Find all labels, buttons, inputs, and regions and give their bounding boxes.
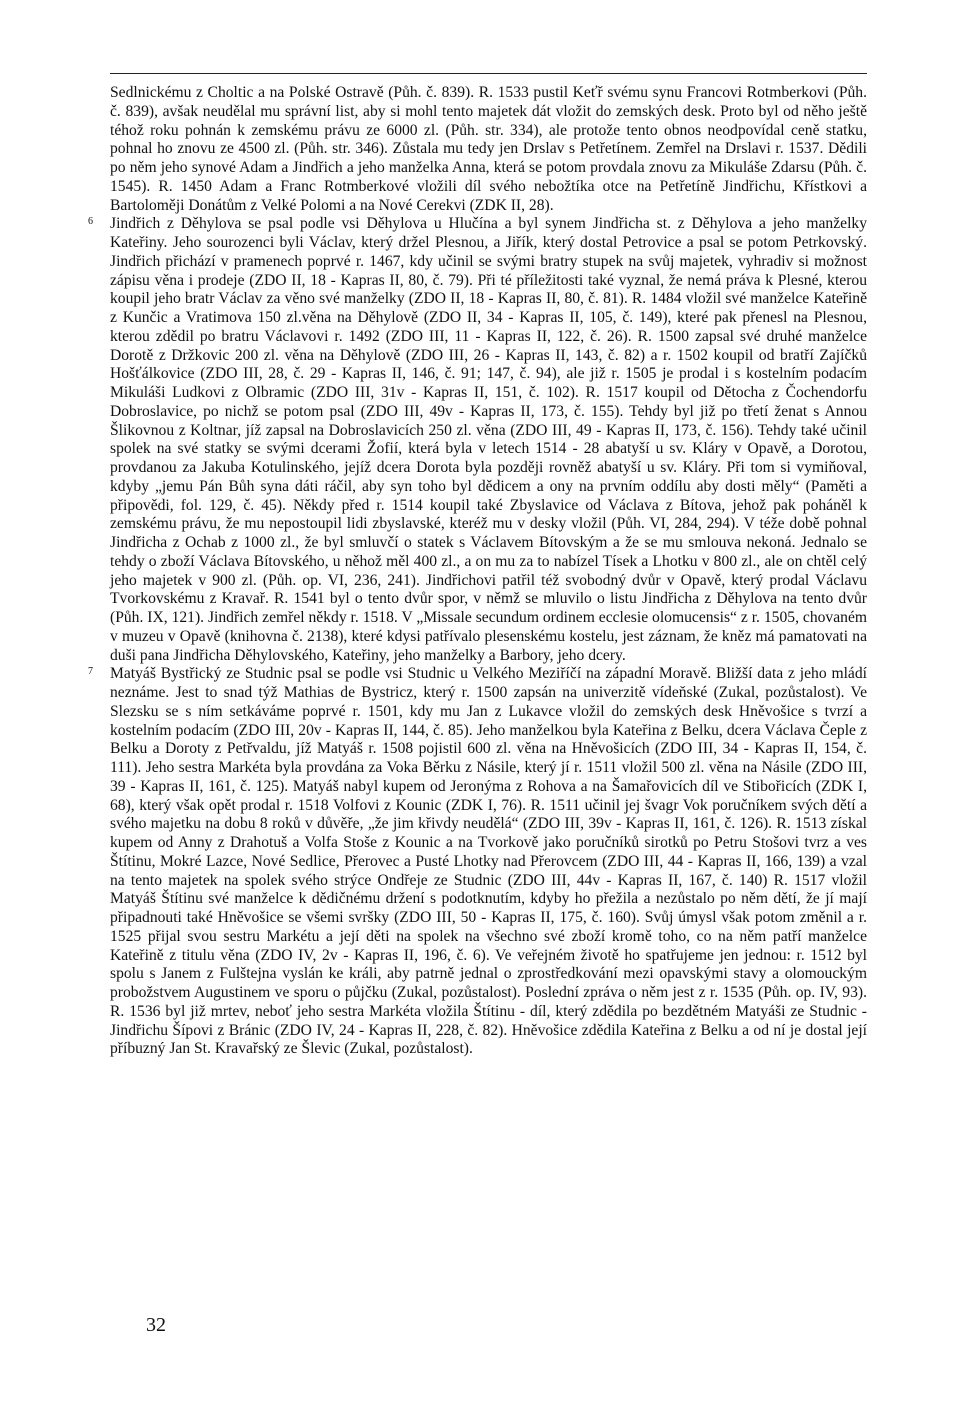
footnote-continued	[110, 84, 867, 215]
footnote-separator-rule	[110, 73, 867, 74]
footnotes-block	[88, 84, 867, 1059]
footnote-7	[88, 665, 867, 1059]
footnote-text: Sedlnickému z Choltic a na Polské Ostravě (Půh. č. 839). R. 1533 pustil Keťř svému synu Francovi Rotmberkovi (Půh. č. 839), avšak neudělal mu správní list, aby si mohl tento majetek dát vložit do zemských desk. Proto byl od něho ještě téhož roku pohnán k zemskému právu ze 6000 zl. (Půh. str. 334), ale protože tento obnos neodpovídal ceně statku, pohnal ho znovu ze 4500 zl. (Půh. str. 346). Zůstala mu tedy jen Drslav s Petřetínem. Zemřel na Drslavi r. 1537. Dědili po něm jeho synové Adam a Jindřich a jeho manželka Anna, která se potom provdala znovu za Mikuláše Zdarsu (Půh. č. 1545). R. 1450 Adam a Franc Rotmberkové vložili díl svého nebožtíka otce na Petřetíně Jindřichu, Křístkovi a Bartoloměji Donátům z Velké Polomi a na Nové Cerekvi (ZDK II, 28).	[110, 84, 867, 214]
footnote-marker: 7	[88, 666, 93, 678]
footnote-6	[88, 215, 867, 665]
footnote-marker: 6	[88, 216, 93, 228]
footnote-text: Jindřich z Děhylova se psal podle vsi Děhylova u Hlučína a byl synem Jindřicha st. z Děhylova a jeho manželky Kateřiny. Jeho sourozenci byli Václav, který držel Plesnou, a Jiřík, který dostal Petrovice a psal se potom Petrkovský. Jindřich přichází v pramenech poprvé r. 1467, kdy učinil se svými bratry stupek na svůj majetek, vyhradiv si možnost zápisu věna i prodeje (ZDO II, 18 - Kapras II, 80, č. 79). Při té příležitosti také vyznal, že nemá práva k Plesné, kterou koupil jeho bratr Václav za věno své manželky (ZDO II, 18 - Kapras II, 80, č. 81). R. 1484 vložil své manželce Kateřině z Kunčic a Vratimova 150 zl.věna na Děhylově (ZDO II, 34 - Kapras II, 105, č. 149), které pak přenesl na Plesnou, kterou zdědil po bratru Václavovi r. 1492 (ZDO III, 11 - Kapras II, 122, č. 26). R. 1500 zapsal své druhé manželce Dorotě z Držkovic 200 zl. věna na Děhylově (ZDO III, 26 - Kapras II, 143, č. 82) a r. 1502 koupil od bratří Zajíčků Hošťálkovice (ZDO III, 28, č. 29 - Kapras II, 146, č. 91; 147, č. 94), ale již r. 1505 je prodal i s kostelním podacím Mikuláši Ludkovi z Olbramic (ZDO III, 31v - Kapras II, 151, č. 102). R. 1517 koupil od Dětocha z Čochendorfu Dobroslavice, po nichž se potom psal (ZDO III, 49v - Kapras II, 173, č. 155). Tehdy byl již po třetí ženat s Annou Šlikovnou z Koltnar, jíž zapsal na Dobroslavicích 250 zl. věna (ZDO III, 49 - Kapras II, 173, č. 156). Tehdy také učinil spolek na své statky se svými dcerami Žofií, která byla v letech 1514 - 28 abatyší u sv. Kláry v Opavě, a Dorotou, provdanou za Jakuba Kotulinského, jejíž dcera Dorota byla později rovněž abatyší u sv. Kláry. Při tom si vymiňoval, kdyby „jemu Pán Bůh syna dáti ráčil, aby syn toho byl dědicem a ony na prvním oddílu aby dosti měly“ (Paměti a připovědi, fol. 129, č. 45). Někdy před r. 1514 koupil také Zbyslavice od Václava z Bítova, jehož pak poháněl k zemskému právu, že mu nepostoupil lidi zbyslavské, kteréž mu v desky vložil (Půh. VI, 284, 294). V téže době pohnal Jindřicha z Ochab z 1000 zl., že byl smluvčí o statek s Václavem Bítovským a že se mu smlouva nekoná. Jednalo se tehdy o zboží Václava Bítovského, u něhož měl 400 zl., a on mu za to nabízel Tísek a Lhotku v 800 zl., ale on chtěl celý jeho majetek v 900 zl. (Půh. op. VI, 236, 241). Jindřichovi patřil též svobodný dvůr v Opavě, který prodal Václavu Tvorkovskému z Kravař. R. 1541 byl o tento dvůr spor, v němž se mluvilo o listu Jindřicha z Děhylova na tento dvůr (Půh. IX, 121). Jindřich zemřel někdy r. 1518. V „Missale secundum ordinem ecclesie olomucensis“ z r. 1505, chovaném v muzeu v Opavě (knihovna č. 2138), které kdysi patřívalo plesenskému kostelu, jest záznam, že kněz má pamatovati na duši pana Jindřicha Děhylovského, Kateřiny, jeho manželky a Barbory, jeho dcery.	[110, 215, 867, 664]
footnote-text: Matyáš Bystřický ze Studnic psal se podle vsi Studnic u Velkého Meziříčí na západní Moravě. Bližší data z jeho mládí neznáme. Jest to snad týž Mathias de Bystricz, který r. 1500 zapsán na univerzitě vídeňské (Zukal, pozůstalost). Ve Slezsku se s ním setkáváme poprvé r. 1501, kdy mu Jan z Lukavce vložil do zemských desk Hněvošice s tvrzí a kostelním podacím (ZDO III, 20v - Kapras II, 144, č. 85). Jeho manželkou byla Kateřina z Belku, dcera Václava Čeple z Belku a Doroty z Petřvaldu, jíž Matyáš r. 1508 pojistil 600 zl. věna na Hněvošicích (ZDO III, 34 - Kapras II, 154, č. 111). Jeho sestra Markéta byla provdána za Voka Běrku z Násile, který jí r. 1511 vložil 500 zl. věna na Násile (ZDO III, 39 - Kapras II, 161, č. 125). Matyáš nabyl kupem od Jeronýma z Rohova a na Šamařovicích díl ve Stibořicích (ZDK I, 68), který však opět prodal r. 1518 Volfovi z Kounic (ZDK I, 76). R. 1511 učinil jej švagr Vok poručníkem svých dětí a svého majetku na dobu 8 roků v důvěře, „že jim křivdy neudělá“ (ZDO III, 39v - Kapras II, 161, č. 126). R. 1513 získal kupem od Anny z Drahotuš a Volfa Stoše z Kounic a na Tvorkově jako poručníků sirotků po Petru Stošovi tvrz a ves Štítinu, Mokré Lazce, Nové Sedlice, Přerovec a Pusté Lhotky nad Přerovcem (ZDO III, 44 - Kapras II, 166, 139) a vzal na tento majetek na spolek svého strýce Ondřeje ze Studnic (ZDO III, 44v - Kapras II, 167, č. 140) R. 1517 vložil Matyáš Štítinu své manželce k dědičnému držení s podotknutím, kdyby ho přežila a nezůstalo po něm dětí, že jí mají připadnouti také Hněvošice se všemi svršky (ZDO III, 50 - Kapras II, 175, č. 160). Svůj úmysl však potom změnil a r. 1525 přijal svou sestru Markétu a její děti na spolek na všechno své zboží kromě toho, co na něm patří manželce Kateřině z titulu věna (ZDO IV, 2v - Kapras II, 196, č. 6). Ve veřejném životě ho spatřujeme jen jednou: r. 1512 byl spolu s Janem z Fulštejna vyslán ke králi, aby patrně jednal o zprostředkování mezi opavskými stavy a olomouckým probožstvem Augustinem ve sporu o půjčku (Zukal, pozůstalost). Poslední zpráva o něm jest z r. 1535 (Půh. op. IV, 93). R. 1536 byl již mrtev, neboť jeho sestra Markéta vložila Štítinu - díl, který zdědila po bezdětném Matyáši ze Studnic - Jindřichu Šípovi z Bránic (ZDO IV, 24 - Kapras II, 228, č. 82). Hněvošice zdědila Kateřina z Belku a od ní je dostal její příbuzný Jan St. Kravařský ze Šlevic (Zukal, pozůstalost).	[110, 665, 867, 1058]
page-number: 32	[146, 1314, 166, 1336]
